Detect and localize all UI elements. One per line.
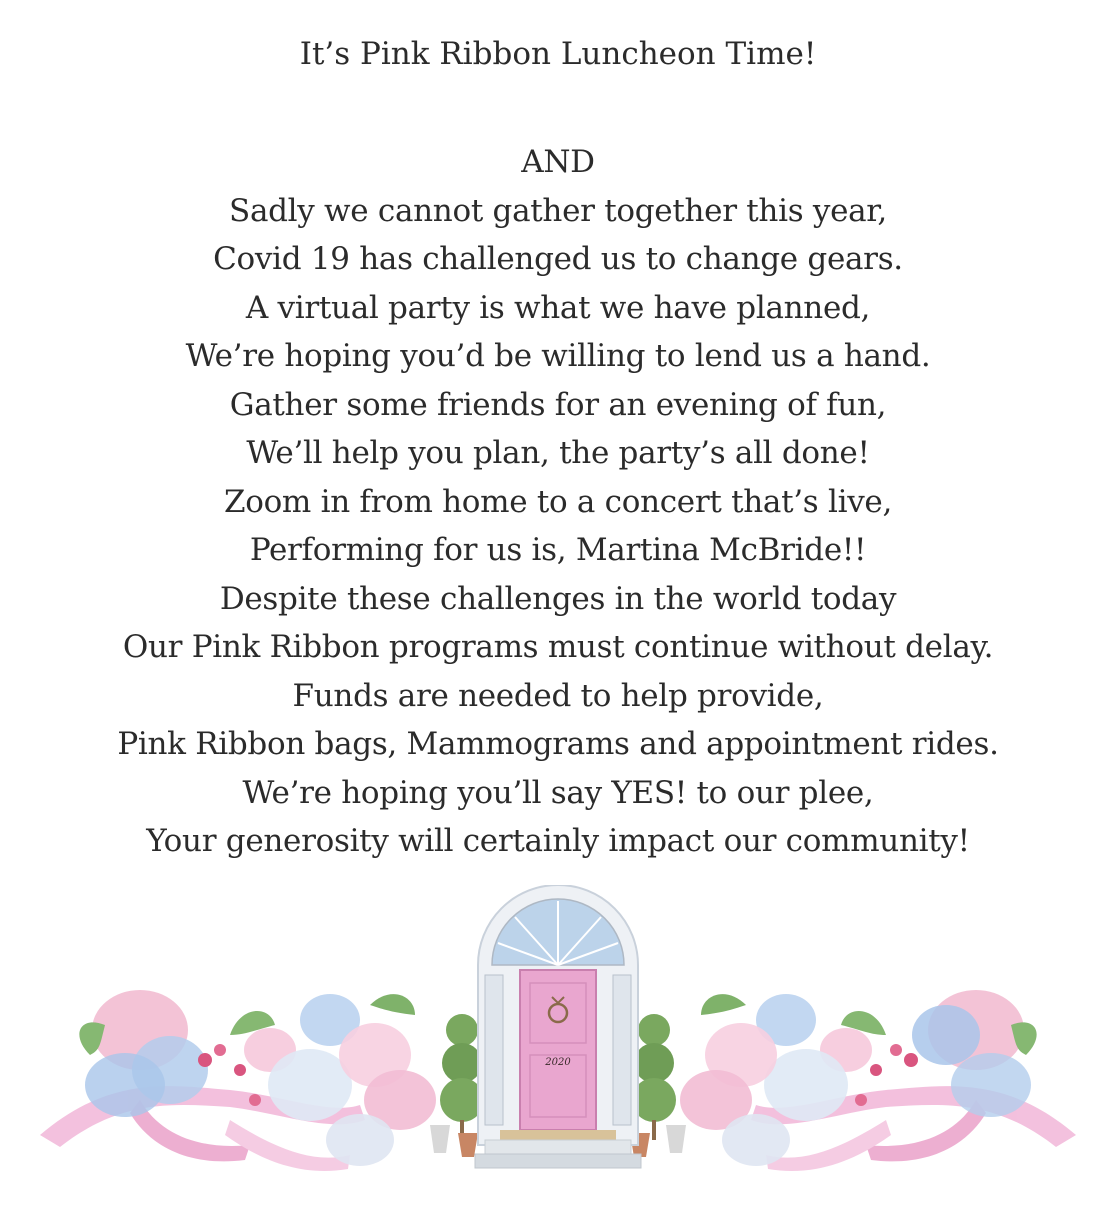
- poem-line: Sadly we cannot gather together this year,: [229, 192, 887, 229]
- poem-line: Pink Ribbon bags, Mammograms and appointment rides.: [117, 726, 999, 762]
- poem-line: We’ll help you plan, the party’s all done!: [246, 435, 870, 471]
- poem-body: [0, 138, 1116, 866]
- poem-line: Gather some friends for an evening of fun,: [229, 386, 887, 423]
- front-door: [478, 885, 638, 1145]
- poem-title: It’s Pink Ribbon Luncheon Time!: [299, 36, 817, 72]
- poem-line: A virtual party is what we have planned,: [245, 289, 871, 326]
- poem-line: Zoom in from home to a concert that’s live,: [223, 483, 893, 520]
- poem-line: AND: [521, 144, 595, 180]
- poem-line: We’re hoping you’ll say YES! to our plee,: [242, 774, 874, 811]
- poem-line: Performing for us is, Martina McBride!!: [249, 532, 867, 568]
- poem-line: Your generosity will certainly impact our community!: [146, 823, 970, 859]
- poem-line: Our Pink Ribbon programs must continue without delay.: [122, 629, 994, 665]
- left-topiary: [430, 1014, 484, 1157]
- poem-line: Covid 19 has challenged us to change gears.: [213, 241, 903, 277]
- poem-line: We’re hoping you’d be willing to lend us a hand.: [185, 338, 931, 374]
- poem-line: Despite these challenges in the world today: [219, 580, 897, 617]
- door-number: 2020: [545, 1057, 571, 1068]
- poem-line: Funds are needed to help provide,: [292, 677, 824, 714]
- door-floral-illustration: [30, 885, 1086, 1185]
